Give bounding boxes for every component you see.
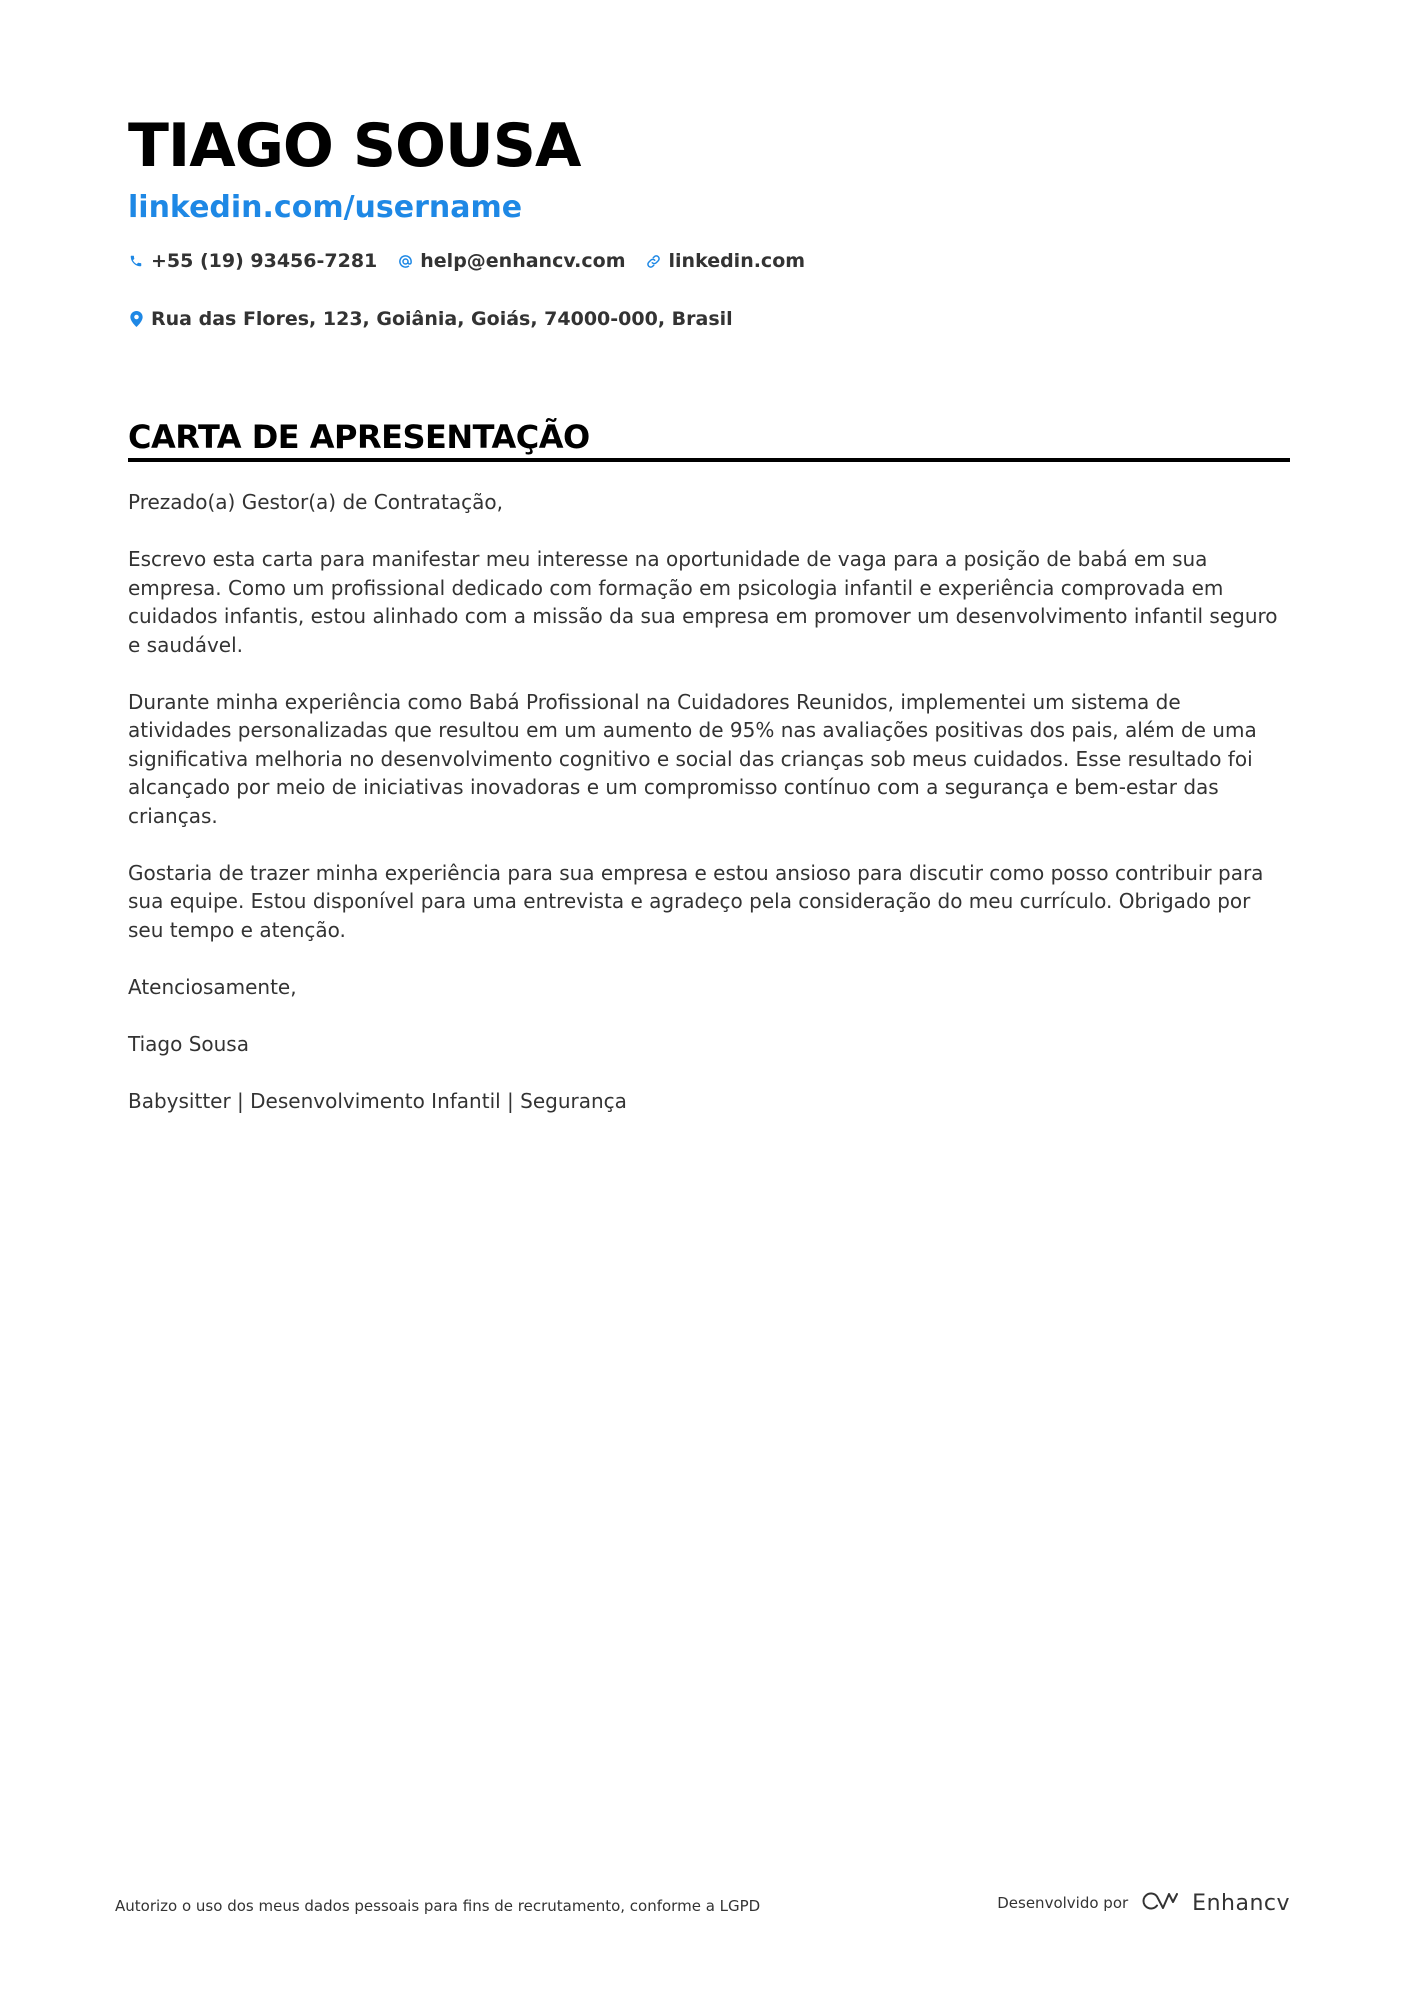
letter-greeting: Prezado(a) Gestor(a) de Contratação, bbox=[128, 490, 503, 514]
link-icon bbox=[646, 252, 662, 270]
at-icon bbox=[397, 252, 413, 270]
phone-icon bbox=[128, 252, 144, 270]
profile-link-title[interactable]: linkedin.com/username bbox=[128, 190, 523, 225]
enhancv-brand-name: Enhancv bbox=[1192, 1890, 1290, 1916]
location-pin-icon bbox=[128, 310, 144, 328]
contact-linkedin[interactable] bbox=[646, 250, 806, 272]
contact-email[interactable] bbox=[397, 250, 625, 272]
section-title: CARTA DE APRESENTAÇÃO bbox=[128, 418, 1290, 462]
powered-by[interactable] bbox=[997, 1890, 1290, 1916]
enhancv-logo-icon bbox=[1140, 1890, 1184, 1916]
contact-phone[interactable] bbox=[128, 250, 377, 272]
letter-tagline: Babysitter | Desenvolvimento Infantil | Segurança bbox=[128, 1088, 627, 1113]
letter-closing: Atenciosamente, bbox=[128, 974, 297, 999]
letter-paragraph-3: Gostaria de trazer minha experiência para sua empresa e estou ansioso para discutir como posso contribuir para sua equipe. Estou disponível para uma entrevista e agradeço pela consideração do meu currículo. Obrigado por seu tempo e atenção. bbox=[128, 860, 1264, 942]
letter-body bbox=[128, 488, 1290, 1115]
contact-phone-text: +55 (19) 93456-7281 bbox=[151, 250, 378, 272]
letter-paragraph-1: Escrevo esta carta para manifestar meu interesse na oportunidade de vaga para a posição de babá em sua empresa. Como um profissional dedicado com formação em psicologia infantil e experiência comprovada em cuidados infantis, estou alinhado com a missão da sua empresa em promover um desenvolvimento infantil seguro e saudável. bbox=[128, 547, 1278, 657]
contact-address-text: Rua das Flores, 123, Goiânia, Goiás, 74000-000, Brasil bbox=[151, 308, 733, 330]
letter-signature: Tiago Sousa bbox=[128, 1031, 249, 1056]
contact-linkedin-text: linkedin.com bbox=[668, 250, 806, 272]
contact-address bbox=[128, 308, 733, 330]
lgpd-consent-note: Autorizo o uso dos meus dados pessoais para fins de recrutamento, conforme a LGPD bbox=[115, 1897, 761, 1915]
letter-paragraph-2: Durante minha experiência como Babá Profissional na Cuidadores Reunidos, implementei um sistema de atividades personalizadas que resultou em um aumento de 95% nas avaliações positivas dos pais, além de uma significativa melhoria no desenvolvimento cognitivo e social das crianças sob meus cuidados. Esse resultado foi alcançado por meio de iniciativas inovadoras e um compromisso contínuo com a segurança e bem-estar das crianças. bbox=[128, 689, 1257, 828]
contact-info bbox=[128, 250, 1290, 330]
cover-letter-page bbox=[128, 110, 1290, 1144]
candidate-name: TIAGO SOUSA bbox=[128, 111, 581, 181]
contact-email-text: help@enhancv.com bbox=[420, 250, 626, 272]
powered-by-label: Desenvolvido por bbox=[997, 1894, 1129, 1912]
enhancv-brand[interactable] bbox=[1140, 1890, 1290, 1916]
